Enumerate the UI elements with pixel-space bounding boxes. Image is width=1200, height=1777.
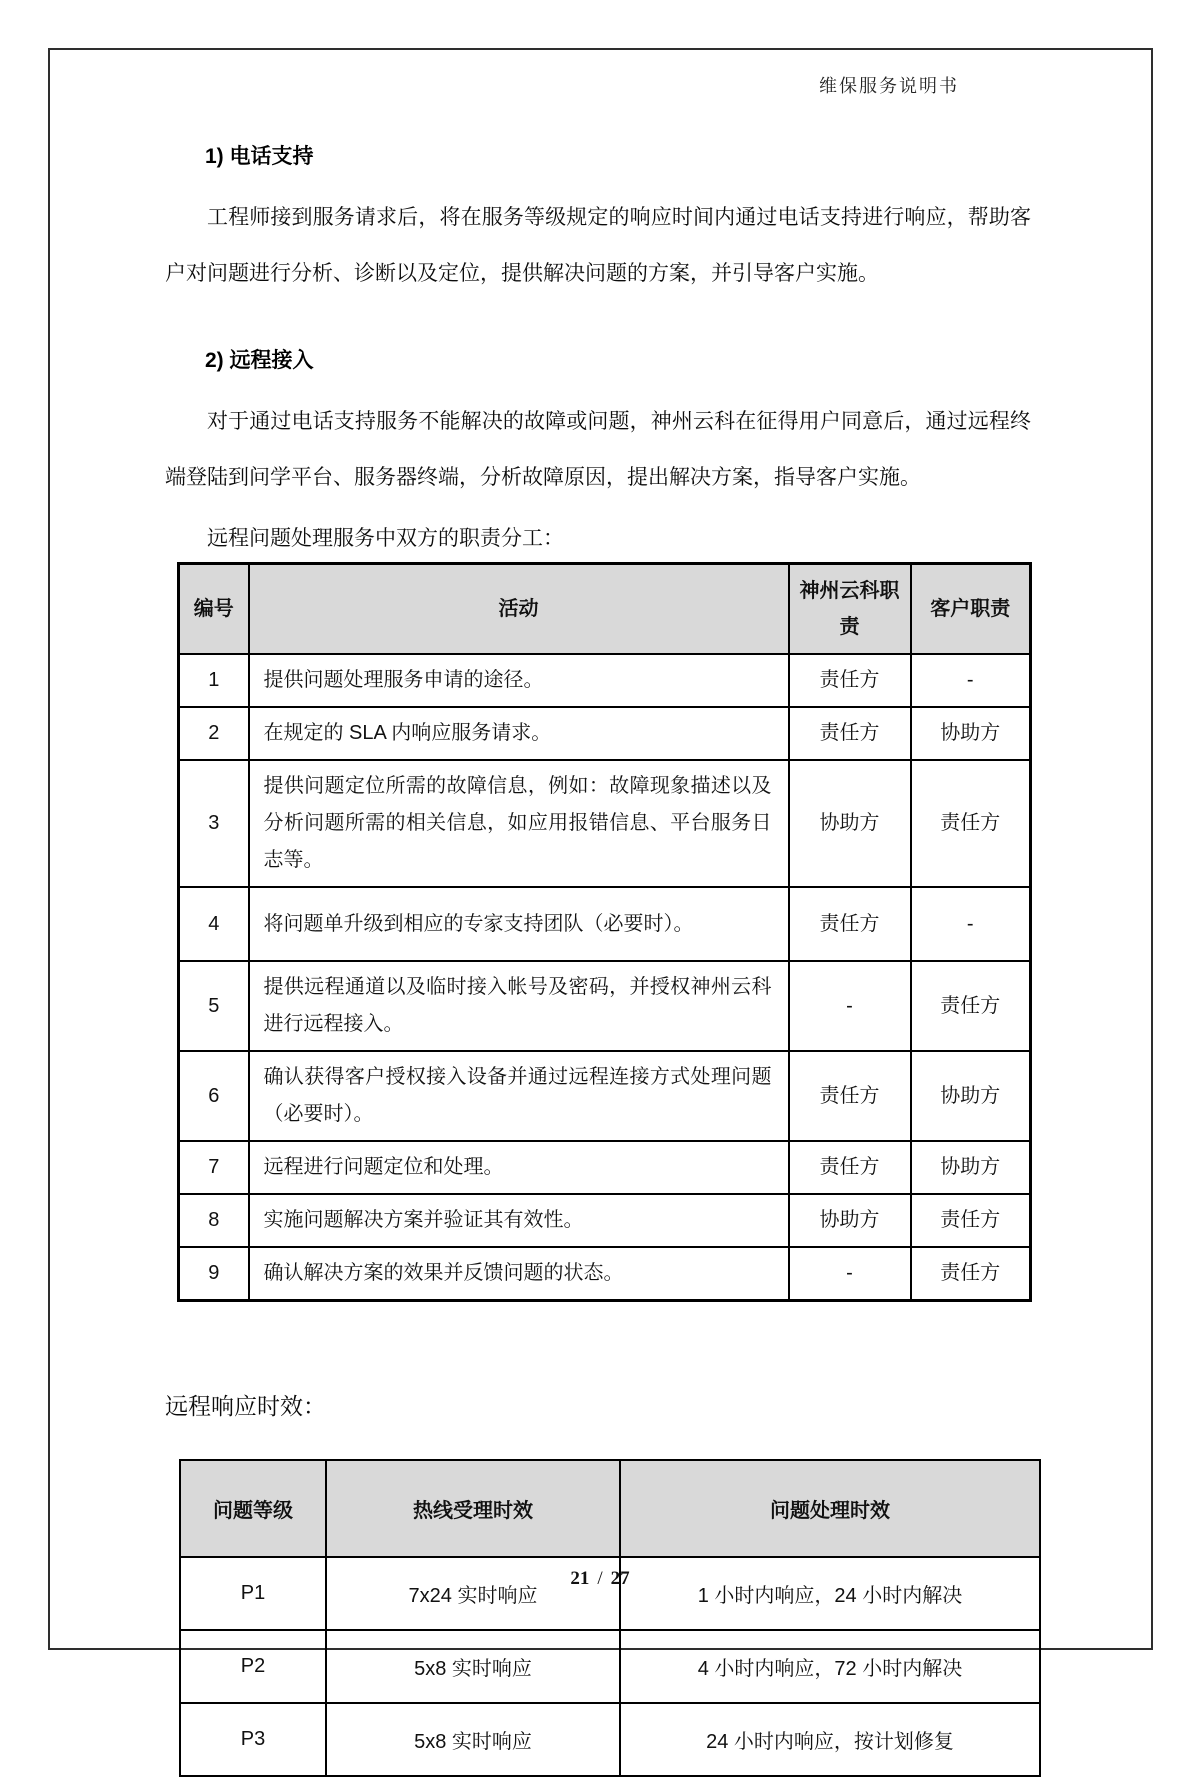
cell-level: P3 [180,1703,326,1776]
cell-no: 9 [179,1247,249,1301]
responsibility-table-header-row [179,564,1031,655]
page-number-separator: / [597,1568,603,1589]
cell-customer-role: 协助方 [911,707,1031,760]
table-row [179,707,1031,760]
table-row [179,760,1031,887]
cell-dc-role: 责任方 [789,654,911,707]
section-1-paragraph: 工程师接到服务请求后，将在服务等级规定的响应时间内通过电话支持进行响应，帮助客户对问题进行分析、诊断以及定位，提供解决问题的方案，并引导客户实施。 [165,206,1031,285]
cell-customer-role: - [911,654,1031,707]
cell-activity: 实施问题解决方案并验证其有效性。 [249,1194,789,1247]
cell-dc-role: 协助方 [789,1194,911,1247]
cell-dc-role: - [789,1247,911,1301]
cell-no: 2 [179,707,249,760]
cell-customer-role: 责任方 [911,1194,1031,1247]
table-row [179,1141,1031,1194]
cell-activity: 确认解决方案的效果并反馈问题的状态。 [249,1247,789,1301]
cell-no: 6 [179,1051,249,1141]
cell-activity: 提供远程通道以及临时接入帐号及密码，并授权神州云科进行远程接入。 [249,961,789,1051]
sla-table-header-row [180,1460,1040,1557]
cell-hotline: 5x8 实时响应 [326,1630,620,1703]
cell-handling: 1 小时内响应，24 小时内解决 [620,1557,1040,1630]
cell-customer-role: 协助方 [911,1141,1031,1194]
table-row [180,1630,1040,1703]
sla-table-intro: 远程响应时效： [165,1393,326,1419]
cell-activity: 确认获得客户授权接入设备并通过远程连接方式处理问题（必要时）。 [249,1051,789,1141]
responsibility-table [177,562,1032,1302]
section-2-paragraph: 对于通过电话支持服务不能解决的故障或问题，神州云科在征得用户同意后，通过远程终端登陆到问学平台、服务器终端，分析故障原因，提出解决方案，指导客户实施。 [165,410,1031,489]
cell-handling: 4 小时内响应，72 小时内解决 [620,1630,1040,1703]
cell-no: 8 [179,1194,249,1247]
cell-no: 7 [179,1141,249,1194]
header-cell-no: 编号 [179,564,249,655]
cell-hotline: 7x24 实时响应 [326,1557,620,1630]
cell-dc-role: 协助方 [789,760,911,887]
table-row [179,1194,1031,1247]
cell-customer-role: 责任方 [911,1247,1031,1301]
cell-customer-role: 协助方 [911,1051,1031,1141]
cell-dc-role: - [789,961,911,1051]
cell-dc-role: 责任方 [789,887,911,961]
table-row [179,887,1031,961]
table-row [179,961,1031,1051]
cell-no: 1 [179,654,249,707]
header-cell-hotline-sla: 热线受理时效 [326,1460,620,1557]
cell-dc-role: 责任方 [789,707,911,760]
table-row [180,1703,1040,1776]
table-row [179,654,1031,707]
page-content [165,72,1031,1777]
cell-activity: 提供问题处理服务申请的途径。 [249,654,789,707]
page-number-current: 21 [570,1568,590,1589]
cell-no: 5 [179,961,249,1051]
cell-activity: 提供问题定位所需的故障信息，例如：故障现象描述以及分析问题所需的相关信息，如应用报错信息、平台服务日志等。 [249,760,789,887]
cell-customer-role: 责任方 [911,961,1031,1051]
table-row [179,1051,1031,1141]
cell-hotline: 5x8 实时响应 [326,1703,620,1776]
section-1-heading: 1) 电话支持 [205,145,314,168]
cell-no: 4 [179,887,249,961]
sla-table [179,1459,1041,1777]
cell-handling: 24 小时内响应，按计划修复 [620,1703,1040,1776]
cell-dc-role: 责任方 [789,1141,911,1194]
table-row [179,1247,1031,1301]
page-number-total: 27 [610,1568,630,1589]
cell-activity: 在规定的 SLA 内响应服务请求。 [249,707,789,760]
cell-no: 3 [179,760,249,887]
cell-customer-role: - [911,887,1031,961]
cell-level: P2 [180,1630,326,1703]
header-cell-problem-level: 问题等级 [180,1460,326,1557]
header-cell-dc-role: 神州云科职责 [789,564,911,655]
responsibility-table-intro: 远程问题处理服务中双方的职责分工： [207,527,564,550]
cell-activity: 远程进行问题定位和处理。 [249,1141,789,1194]
cell-level: P1 [180,1557,326,1630]
header-cell-handling-sla: 问题处理时效 [620,1460,1040,1557]
cell-activity: 将问题单升级到相应的专家支持团队（必要时）。 [249,887,789,961]
header-cell-customer-role: 客户职责 [911,564,1031,655]
cell-dc-role: 责任方 [789,1051,911,1141]
header-cell-activity: 活动 [249,564,789,655]
document-header-title: 维保服务说明书 [819,76,959,96]
cell-customer-role: 责任方 [911,760,1031,887]
page-footer [0,1568,1200,1590]
section-2-heading: 2) 远程接入 [205,349,314,372]
